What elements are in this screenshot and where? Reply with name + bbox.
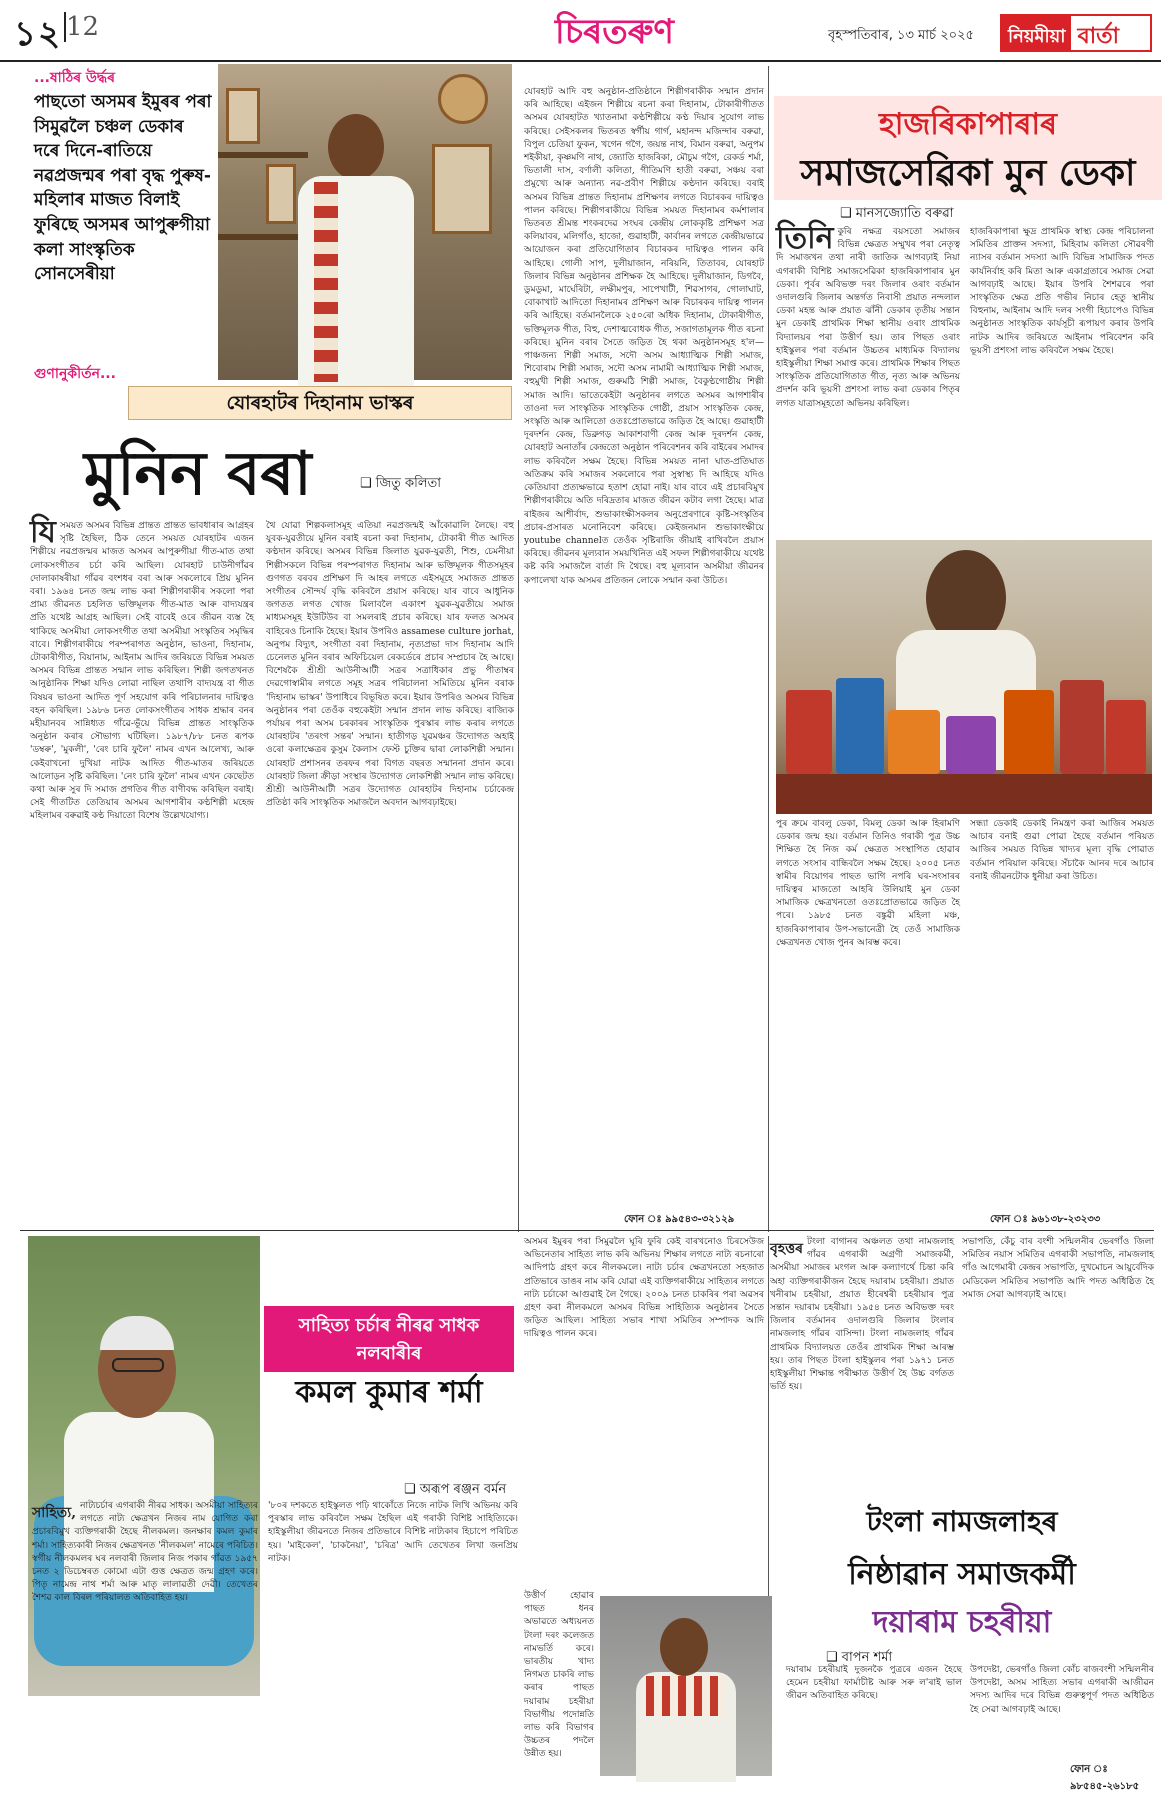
story3-column-1 (32, 1500, 258, 1772)
story1-phone: ফোন ঃ ৯৯৫৪৩-৩২১২৯ (624, 1214, 735, 1225)
column-rule (518, 520, 519, 1232)
issue-date: বৃহস্পতিবাৰ, ১৩ মাৰ্চ ২০২৫ (828, 28, 974, 43)
story1-tagline: পাছতো অসমৰ ইমুৰৰ পৰা সিমুৱলৈ চঞ্চল ডেকাৰ দৰে দিনে-ৰাতিয়ে নৱপ্ৰজন্মৰ পৰা বৃদ্ধ পুৰুষ-মহিলাৰ মাজত বিলাই ফুৰিছে অসমৰ আপুৰুগীয়া কলা সাংস্কৃতিক সোনসেৰীয়া (34, 92, 212, 285)
column-rule (768, 66, 769, 1232)
story1-headline-kicker-text: যোৰহাটৰ দিহানাম ভাস্কৰ (226, 392, 414, 414)
masthead-part-1: নিয়মীয়া (1002, 16, 1071, 50)
story1-title: মুনিন বৰা (84, 439, 312, 509)
story4-column-right-2: সভাপতি, কেঁচু বাৰ বংশী সন্মিলনীৰ ভেৰগাঁও জিলা সমিতিৰ নয়াস সমিতিৰ এগৰাকী সভাপতি, নামজলাহ গাঁও আগেমাৰী কেন্দ্ৰৰ সভাপতি, দুখমোচন আয়ুৰ্বেদিক মেডিকেল সমিতিৰ সভাপতি আদি পদত অধিষ্ঠিত হৈ সমাজ সেৱা আগবঢ়াই আছে। (962, 1237, 1154, 1300)
story1-headline-kicker (128, 386, 512, 420)
section-title: চিৰতৰুণ (555, 12, 674, 52)
story4-column-right-1: উত্তীৰ্ণ হোৱাৰ পাছত ধনৰ অভাৱতে অধ্যয়নত টংলা দৰং কলেজত নামভৰ্তি কৰে। ভাৰতীয় খাদ্য নিগমত চাকৰি লাভ কৰাৰ পাছত দয়াৰাম চহৰীয়া বিভাগীয় পদোন্নতি লাভ কৰি বিভাগৰ উচ্চতৰ পদলৈ উন্নীত হয়। (524, 1591, 594, 1760)
story4-column-3: উপদেষ্টা, ভেৰগাঁও জিলা কোঁচ ৰাজবংশী সন্মিলনীৰ উপদেষ্টা, অসম সাহিত্য সভাৰ এগৰাকী আজীৱন সদস্য আদিৰ দৰে বিভিন্ন গুৰুত্বপূৰ্ণ পদত অধিষ্ঠিত হৈ সেৱা আগবঢ়াই আছে। (970, 1665, 1154, 1715)
story2-column-4: সন্ধ্যা ডেকাই ডেকাই নিমন্ত্ৰণ কৰা আজিৰ সময়ত আচাৰ বনাই গুৱা পোৱা হৈছে বৰ্তমান পৰিয়ত আজিৰ সময়ত বিভিন্ন খাদ্যৰ মূল্য বৃদ্ধি পোৱাত বৰ্তমান পৰিয়াল কৰিছে। সঁচাকৈ আনৰ দৰে আচাৰ বনাই জীৱনটোক ধুনীয়া কৰা উচিত। (970, 819, 1154, 882)
page-number-latin: 12 (66, 12, 100, 42)
story3-column-1-text: নাট্যচৰ্চাৰ এগৰাকী নীৰৱ সাধক। অসমীয়া সাহিত্যৰ লগতে নাট্য ক্ষেত্ৰখন নিজৰ নাম যোগিত কৰা প্ৰচাৰবিমুখ ব্যক্তিগৰাকী হৈছে নীলকমল। জনক্ষাৰ কমল কুমাৰ শৰ্মা। সাহিত্যকাৰী নিজৰ ক্ষেত্ৰখনত 'নীলকমল' নামেৰে পৰিচিত। স্বৰ্গীয় নীলকমলৰ ঘৰ নলবাৰী জিলাৰ নিজ পকাৰ গাঁৱত ১৯৫৭ চনত ২ ডিচেম্বৰত কোমো এটা গুত্ত ক্ষেত্ৰত জন্ম গ্ৰহণ কৰে। পিতৃ নামেন্দ্ৰ নাথ শৰ্মা আৰু মাতৃ লালাৱতী দেৱী। তেখেতৰ শৈশৱ কাল বিৰল পৰিয়ালত অতিবাহিত হয়। (32, 1501, 258, 1604)
story4-title: নিষ্ঠাৱান সমাজকৰ্মী (848, 1557, 1076, 1592)
masthead-part-2: বাৰ্তা (1077, 23, 1119, 49)
story3-kicker: সাহিত্য চৰ্চাৰ নীৰৱ সাধক নলবাৰীৰ (264, 1306, 514, 1372)
newspaper-masthead (1000, 14, 1152, 52)
story3-column-3: অসমৰ ইমুৰৰ পৰা সিমুৱলৈ ঘূৰি ফুৰি কেই বাৰখনোও চিৰসেউজ অভিনেতাৰ সাহিত্য লাভ কৰি অভিনয় শিক্ষাৰ লগতে নাট্য ৰচনাৰো আদিপাঠ গ্ৰহণ কৰে নীলকমলে। নাট্য চৰ্চাৰ ক্ষেত্ৰখনতো সহজাত প্ৰতিভাৰে ডাঙৰ নাম কৰি যোৱা এই ব্যক্তিগৰাকীয়ে সাহিত্যৰ লগতে নাট্য চৰ্চাকো আগুৱাই লৈ গৈছে। ২০০৯ চনত চাকৰিৰ পৰা অৱসৰ গ্ৰহণ কৰা নীলকমলে অসমৰ বিভিন্ন সাহিত্যিক অনুষ্ঠানৰ সৈতে জড়িত আছিল। সাহিত্য সভাৰ শাখা সমিতিৰ সম্পাদক আদি দায়িত্বও পালন কৰে। (524, 1237, 764, 1340)
story4-portrait-photo (600, 1596, 772, 1776)
story2-column-1-text: কুৰি নক্ষত্ৰ বয়সতো সমাজৰ বিভিন্ন ক্ষেত্ৰত সম্মুখৰ পৰা নেতৃত্ব দি সমাজখন তথা নাৰী জাতিক আগবঢ়াই নিয়া এগৰাকী বিশিষ্ট সমাজসেৱিকা হাজৰিকাপাৰাৰ মুন ডেকা। পূৰ্বৰ অবিভক্ত দৰং জিলাৰ ওৰাং বৰ্তমান ওদালগুৰি জিলাৰ অন্তৰ্গত নিবাসী প্ৰয়াত নন্দলাল ডেকা মহন্ত আৰু প্ৰয়াত ঝাঁনী ডেকাৰ তৃতীয় সন্তান মুন ডেকাই প্ৰাথমিক শিক্ষা স্থানীয় ওৰাং প্ৰাথমিক বিদ্যালয়ৰ পৰা উত্তীৰ্ণ হয়। তাৰ পিছত ওৰাং হাইস্কুলৰ পৰা বৰ্তমান উচ্চতৰ মাধ্যমিক বিদ্যালয় হাইস্কুলীয়া শিক্ষা সমাপ্ত কৰে। প্ৰাথমিক শিক্ষাৰ পিছত সাংস্কৃতিক প্ৰতিযোগিতাত গীত, নৃত্য আৰু অভিনয় প্ৰদৰ্শন কৰি ভূয়সী প্ৰশংসা লাভ কৰা ডেকাৰ পিতৃৰ লগত যাত্ৰাসমূহতো অভিনয় কৰিছিল। (776, 227, 960, 409)
story1-dropcap: যি (30, 515, 56, 550)
story2-column-2: হাজৰিকাপাৰা ক্ষুদ্ৰ প্ৰাথমিক স্বাস্থ্য কেন্দ্ৰ পৰিচালনা সমিতিৰ প্ৰাক্তন সদস্যা, মিহিবাম কলিতা সৌৱৰণী ন্যাসৰ বৰ্তমান সদস্যা আদি বিভিন্ন সামাজিক পদত কাৰ্যনিৰ্বাহ কৰি মিতা আৰু একাগ্ৰতাৰে সমাজ সেৱা আগবঢ়াই আছে। ইয়াৰ উপৰি শৈশৱৰে পৰা সাংস্কৃতিক ক্ষেত্ৰ প্ৰতি গভীৰ নিচাৰ হেতু স্থানীয় বিহুনাম, আইনাম আদি দলৰ সংগী হিচাপেও বিভিন্ন অনুষ্ঠানত সাংস্কৃতিক কাৰ্যসূচী ৰূপায়ণ কৰাৰ উপৰি নাটক আদিৰ জৰিয়তে আইনাম পৰিবেশন কৰি ভূয়সী প্ৰশংসা লাভ কৰিবলৈ সক্ষম হৈছে। (970, 227, 1154, 356)
story2-phone: ফোন ঃ ৯৬১৩৮-২৩২৩৩ (990, 1214, 1101, 1225)
story4-column-2: দয়াৰাম চহৰীয়াই দুজনকৈ পুত্ৰৰে এজন হৈছে হেমেন চহৰীয়া ফাৰ্মাচীষ্ট আৰু সৰু ল'ৰাই ভাল জীৱন অতিবাহিত কৰিছে। (786, 1665, 962, 1702)
story1-portrait-photo (218, 64, 512, 380)
story1-tagline-end: গুণানুকীৰ্তন... (34, 366, 116, 382)
story4-phone: ফোন ঃ ৯৮৫৪৫-২৬১৮৫ (1070, 1764, 1140, 1792)
story1-column-1 (30, 515, 254, 1232)
page-header (0, 0, 1161, 62)
story2-title: সমাজসেৱিকা মুন ডেকা (800, 153, 1136, 194)
story1-column-1-text: সময়ত অসমৰ বিভিন্ন প্ৰান্তত প্ৰান্তত ভাবধাৰাৰ আগ্ৰহৰ সৃষ্টি হৈছিল, ঠিক তেনে সময়ত যোৰহাটৰ এজন শিল্পীয়ে নৱপ্ৰজন্মৰ মাজত অসমৰ আপুৰুগীয়া গীত-মাত তথা লোকসংগীতৰ চৰ্চা কৰি আছিল। যোৰহাট চাউনীগাঁৱৰ দোলাকাষৰীয়া গাঁৱৰ বংশধৰ বৰা আৰু সকলোৰে প্ৰিয় মুনিন বৰা। ১৯৬৪ চনত জন্ম লাভ কৰা শিল্পীগৰাকীৰ সকলো পৰা প্ৰাম্য জীৱনত চহলিত ভক্তিমূলক গীত-মাত আৰু বাদ্যযন্ত্ৰৰ প্ৰতি যথেষ্ট আগ্ৰহ আছিল। সেই বাবেই ওৰে জীৱন ব্যস্ত হৈ থাকিছে অসমীয়া লোকসংগীত তথা অসমীয়া সংস্কৃতিৰ সমৃদ্ধিৰ বাবে। শিল্পীগৰাকীয়ে পৰম্পৰাগত অনুষ্ঠান, ভাওনা, দিহানাম, টোকাৰীগীত, বিয়ানাম, আইনাম আদিৰ জৰিয়তে বিভিন্ন সময়ত অসমৰ বিভিন্ন প্ৰান্তত সন্মান লাভ কৰিছিল। শিল্পী জগতখনত আনুষ্ঠানিক শিক্ষা যদিও লোৱা নাছিল তথাপি বাদ্যযন্ত্ৰ বা গীত বিষয়ৰ ভাওনা আদিত পূৰ্ণ সহযোগ কৰি পৰিচালনাৰ দায়িত্বও বহন কৰিছিল। ১৯৮৬ চনত লোকসংগীতৰ সাধক শ্ৰদ্ধাৰ বনৰ মহীয়ানবৰ সান্নিধ্যত গাঁৱে-ভূঁয়ে বিভিন্ন প্ৰান্তত সাংস্কৃতিক অনুষ্ঠান কৰাৰ সৌভাগ্য ঘটিছিল। ১৯৮৭/৮৮ চনত ৰূপক 'ডম্বৰু', 'মুকলী', 'ৰেং চাৰি ফুলৈ' নামৰ এখন আলেখ্য, আৰু কেইবাখনো দুখিয়া নাটক আদিত গীত-মাতৰ জৰিয়তে আলোড়ন সৃষ্টি কৰিছিল। 'নেং চাৰি ফুলৈ' নামৰ এখন কেছেটত কথা আৰু সুৰ দি সমাজ প্ৰগতিৰ গীত বাণীবদ্ধ কৰিছিল বৰাই। সেই গীতটিত তেতিয়াৰ অসমৰ আগশাৰীৰ কণ্ঠশিল্পী মহেন্দ্ৰ মহিলামৰ বৰুৱাই কণ্ঠ দিয়াতো বিশেষ উল্লেখযোগ্য। (30, 521, 254, 822)
story2-photo-pickle-jars (776, 540, 1152, 814)
story1-column-3: যোৰহাট আদি বহু অনুষ্ঠান-প্ৰতিষ্ঠানে শিল্পীগৰাকীক সন্মান প্ৰদান কৰি আহিছে। এইজন শিল্পীয়ে ৰচনা কৰা দিহানাম, টোকাৰীগীতত অসমৰ যোৰহাটত খ্যাতনামা কণ্ঠশিল্পীয়ে কণ্ঠ দিয়াৰ সুযোগ লাভ কৰিছে। সেইসকলৰ ভিতৰত স্বৰ্গীয় গাৰ্গ, মহানন্দ মজিন্দাৰ বৰুৱা, বিপুল চেতিয়া ফুকন, খগেন গগৈ, জয়ন্ত নাথ, বিমান বৰুৱা, অনুপম শইকীয়া, কৃষ্ণমণি নাথ, জ্যোতি হাজৰিকা, মৌচুম গগৈ, রেকৰ্ড শৰ্মা, ভিতালী দাস, বৰ্ণালী কলিতা, গীতিমণি হাতী বৰুৱা, সঞ্চয় বৰা প্ৰমুখ্যে আৰু অন্যান্য নৱ-প্ৰবীণ শিল্পীয়ে কণ্ঠদান কৰিছে। বৰাই অসমৰ বিভিন্ন প্ৰান্তত দিহানাম প্ৰশিক্ষণৰ লগতে বিচাৰকৰ দায়িত্বও পালন কৰিছে। শিল্পীগৰাকীয়ে বিভিন্ন সময়ত দিহানামৰ কৰ্মশালাৰ ভিতৰত শ্ৰীমন্ত শংকৰদেৱ সংঘৰ কেন্দ্ৰীয় লোককৃষ্টি প্ৰশিক্ষণ সত্ৰ কলিয়াবৰ, মলিগাঁও, হাজো, গুৱাহাটী, কাৰ্বানৰ লগতে কেন্দ্ৰীয়ভাৱে আয়োজন কৰা প্ৰতিযোগিতাৰ বিচাৰকৰ দায়িত্বও পালন কৰি আহিছে। গোলী সাপ, দুলীয়াজান, নৰিয়নি, তিতাবৰ, যোৰহাট জিলাৰ বিভিন্ন অনুষ্ঠানৰ প্ৰশিক্ষক হৈ আহিছে। দুলীয়াজান, ডিগবৈ, ডুমডুমা, মাৰ্ঘেৰিটা, লক্ষীমপুৰ, সাপেখাটী, শিৱসাগৰ, গোলাঘাট, বোকাখাট আদিতো দিহানামৰ প্ৰশিক্ষণ আৰু বিচাৰকৰ দায়িত্ব পালন কৰি আহিছে। বৰ্তমানলৈকে ২৫০ৰো অধিক দিহানাম, টোকাৰীগীত, ভক্তিমূলক গীত, বিহু, দেশাত্মবোধক গীত, সজাগতামূলক গীত ৰচনা কৰিছে। মুনিন বৰাৰ সৈতে জড়িত হৈ থকা অনুষ্ঠানসমূহ হ'ল— পাঞ্চজন্য শিল্পী সমাজ, সদৌ অসম আধ্যাত্মিক শিল্পী সমাজ, শিবোৰাম শিল্পী সমাজ, সদৌ অসম নামামী আধ্যাত্মিক শিল্পী সমাজ, বহুমুখী শিল্পী সমাজ, গুৰুমঠি শিল্পী সমাজ, বৈকুণ্ঠগোষ্ঠীয় শিল্পী সমাজ আদি। ভাতেকেইটা অনুষ্ঠানৰ লগতে অসমৰ আগশাৰীৰ তাওনা দল সাংস্কৃতিক সাংস্কৃতিক গোষ্ঠী, প্ৰয়াস সাংস্কৃতিক কেন্দ্ৰ, সংস্কৃতি আৰু আলিতো ওতঃপ্ৰোতভাৱে জড়িত হৈ আছে। গুৱাহাটী দূৰদৰ্শন কেন্দ্ৰ, ডিব্ৰুগড় আকাশবাণী কেন্দ্ৰ আৰু দূৰদৰ্শন কেন্দ্ৰ, যোৰহাট অনাতাঁৰ কেন্দ্ৰতো অনুষ্ঠান পৰিবেশনৰ কৰি বাইৰেৰ সমাদৰ লাভ কৰিবলৈ সক্ষম হৈছে। বিভিন্ন সময়ত নানা ঘাত-প্ৰতিঘাত অতিক্ৰম কৰি সমাজৰ সকলোৰে পৰা সুস্বাস্থ্য দি আহিছে যদিও কেতিয়াবা প্ৰত্যক্ষভাৱে হতাশ হোৱা নাই। যাৰ বাবে এই প্ৰচাৰবিমুখ শিল্পীগৰাকীয়ে অতি দৰিদ্ৰতাৰ মাজত জীৱন কটাব লগা হৈছে। মাত্ৰ ৰাইজৰ আশীৰ্বাদ, শুভাকাংক্ষীসকলৰ অনুপ্ৰেৰণাৰে কৃষ্টি-সংস্কৃতিৰ প্ৰচাৰ-প্ৰসাৰত মনোনিবেশ কৰিছে। কেইজনমান শুভাকাংক্ষীয়ে youtube channelত তেওঁক সৃষ্টিৰাজি জীয়াই ৰাখিবলৈ প্ৰয়াস কৰিছে। জীৱনৰ মূল্যবান সময়খিনিত এই সফল শিল্পীগৰাকীয়ে যথেষ্ট কষ্ট কৰি সমাজলৈ বাৰ্তা দি থৈছে। বহু মূল্যবান অসমীয়া জীৱনৰ কপালেখা যাক অসমৰ প্ৰতিজন লোকে সন্মান কৰা উচিত। (524, 87, 764, 586)
story3-byline: ❑ অৰূপ ৰঞ্জন বৰ্মন (404, 1482, 507, 1497)
story4-column-1-text: টংলা বাগানৰ অঞ্চলত তথা নামজলাহ গাঁৱৰ এগৰাকী অগ্ৰণী সমাজকৰ্মী, অসমীয়া সমাজৰ মংগল আৰু কল্যাণৰ্থে চিন্তা কৰি অহা ব্যক্তিগৰাকীজন হৈছে দয়াৰাম চহৰীয়া। প্ৰয়াত খনীৰাম চহৰীয়া, প্ৰয়াত হীৰেশ্বৰী চহৰীয়াৰ পুত্ৰ সন্তান দয়াৰাম চহৰীয়া। ১৯৫৪ চনত অবিভক্ত দৰং জিলাৰ বৰ্তমানৰ ওদালগুৰি জিলাৰ টংলাৰ নামজলাহ গাঁৱৰ বাসিন্দা। টংলা নামজলাহ গাঁৱৰ প্ৰাথমিক বিদ্যালয়ত তেওঁৰ প্ৰাথমিক শিক্ষা আৰম্ভ হয়। তাৰ পিছত টংলা হাইস্কুলৰ পৰা ১৯৭১ চনত হাইস্কুলীয়া শিক্ষান্ত পৰীক্ষাত উত্তীৰ্ণ হৈ উচ্চ বৰ্গতত ভৰ্তি হয়। (770, 1237, 954, 1393)
story1-byline: ❑ জিতু কলিতা (360, 476, 442, 491)
section-divider (20, 1230, 1154, 1231)
page-number: ১২ (14, 14, 63, 54)
story4-dropcap: বৃহত্তৰ (770, 1241, 804, 1257)
story3-dropcap: সাহিত্য, (32, 1505, 77, 1521)
story2-byline: ❑ মানসজ্যোতি বৰুৱা (840, 206, 954, 221)
story1-column-2: থৈ যোৱা শিল্পকলাসমূহ এতিয়া নৱপ্ৰজন্মই আঁকোৱালি লৈছে। বহু যুবক-যুৱতীয়ে মুনিন বৰাই ৰচনা কৰা দিহানাম, টোকাৰী গীত আদিত কণ্ঠদান কৰিছে। অসমৰ বিভিন্ন জিলাত যুৱক-যুৱতী, শিশু, চেমনীয়া শিল্পীসকলে বিভিন্ন পৰম্পৰাগত দিহানাম আৰু ভক্তিমূলক গীতসমূহৰ গুণগত বৰবৰ প্ৰশিক্ষণ দি আহৰ লগতে এইসমূহে সমাজত প্ৰান্তত সংগীতৰ সৌন্দৰ্য বৃদ্ধি কৰিবলৈ প্ৰয়াস কৰিছে। যাৰ বাবে আধুনিক জগতত লগত খোজ মিলাবলৈ একাংশ যুৱক-যুৱতীয়ে সমাজ মাধ্যমসমূহ ইউটিউব বা সমলৰাই প্ৰচাৰ কৰিছে। যাৰ ফলত অসমৰ বাহিৰেও চিনাকি হৈছে। ইয়াৰ উপৰিও assamese culture jorhat, অনুপম বিদ্যুৎ, সংগীতা বৰা দিহানাম, নৃত্যপ্ৰভা দাস দিহানাম আদি চেনেলত মুনিন বৰাৰ অফিচিয়েল ৰেকৰ্ডেৰে প্ৰচাৰ সম্প্ৰচাৰ হৈ আছে। বিশেষকৈ শ্ৰীশ্ৰী আউনীআটী সত্ৰৰ সত্ৰাধিকাৰ প্ৰভু পীতাম্বৰ দেৱগোস্বামীৰ লগতে সমূহ সত্ৰৰ পৰিচালনা সমিতিয়ে মুনিন বৰাক 'দিহানাম ভাস্কৰ' উপাধিৰে বিভূষিত কৰে। ইয়াৰ উপৰিও অসমৰ বিভিন্ন অনুষ্ঠানৰ পৰা তেওঁক বহুকেইটা সন্মান প্ৰদান লাভ কৰিছে। ৰাজ্যিক পৰ্যায়ৰ পৰা অসম চৰকাৰৰ সাংস্কৃতিক পুৰস্কাৰ লাভ কৰাৰ লগতে যোৰহাটৰ 'তৰংগ সন্তৰ' সন্মান। হাতীগড় যুৱমঞ্চৰ উদ্যোগত অহাই ওৰো কলাক্ষেত্ৰৰ কুসুম কৈলাস ফেস্ট চুক্তিৰ দ্বাৰা লোকশিল্পী সন্মান। যোৰহাট প্ৰশাসনৰ তৰফৰ পৰা বিগত বছৰত সন্মাননা প্ৰদান কৰে। যোৰহাট জিলা ক্ৰীড়া সংস্থাৰ উদ্যোগত লোকশিল্পী সন্মান লাভ কৰিছে। শ্ৰীশ্ৰী আউনীআটী সত্ৰৰ উদ্যোগত যোৰহাটৰ দিহানাম চৰ্চাকেন্দ্ৰ প্ৰতিষ্ঠা কৰি সাংস্কৃতিক সমাজলৈ অবদান আগবঢ়াইছে। (266, 521, 514, 809)
story3-title: কমল কুমাৰ শৰ্মা (295, 1375, 483, 1410)
story4-column-1 (770, 1236, 954, 1506)
story1-kicker: ...ষাঠিৰ উৰ্দ্ধৰ (34, 70, 116, 86)
story4-subject-name: দয়াৰাম চহৰীয়া (872, 1605, 1052, 1640)
story2-kicker: হাজৰিকাপাৰাৰ (878, 107, 1057, 142)
story4-byline: ❑ বাপন শৰ্মা (826, 1650, 893, 1665)
story2-dropcap: তিনি (776, 221, 834, 256)
story2-column-3: পুৰ ক্ৰমে বাবলু ডেকা, বিমলু ডেকা আৰু হিৰামণি ডেকাৰ জন্ম হয়। বৰ্তমান তিনিও গৰাকী পুত্ৰ উচ্চ শিক্ষিত হৈ নিজ কৰ্ম ক্ষেত্ৰত সংস্থাপিত হোৱাৰ লগতে সংসাৰ বান্ধিবলৈ সক্ষম হৈছে। ২০০৫ চনত স্বামীৰ বিয়োগৰ পাছত ভাগি নপৰি ঘৰ-সংসাৰৰ দায়িত্বৰ মাজতো আহৰি উলিয়াই মুন ডেকা সামাজিক ক্ষেত্ৰখনতো ওতঃপ্ৰোতভাৱে জড়িত হৈ পৰে। ১৯৮৫ চনত বঙ্কুৱী মহিলা মঞ্চ, হাজৰিকাপাৰাৰ উপ-সভানেত্ৰী হৈ তেওঁ সামাজিক ক্ষেত্ৰখনত খোজ পুনৰ আৰম্ভ কৰে। (776, 819, 960, 948)
story2-column-1 (776, 221, 960, 538)
story3-column-2: '৮০ৰ দশকতে হাইস্কুলত পঢ়ি থাকোঁতে নিজে নাটক লিখি অভিনয় কৰি পুৰস্কাৰ লাভ কৰিবলৈ সক্ষম হৈছিল এই গৰাকী বিশিষ্ট সাহিত্যিকে। হাইস্কুলীয়া জীৱনতে নিজৰ প্ৰতিভাৰে বিশিষ্ট নাট্যকাৰ হিচাপে পৰিচিত হয়। 'মাইকেল', 'চাকনৈয়া', 'চৰিত্ৰ' আদি তেখেতৰ লিখা জনপ্ৰিয় নাটক। (268, 1501, 518, 1564)
story4-kicker: টংলা নামজলাহৰ (866, 1505, 1058, 1538)
